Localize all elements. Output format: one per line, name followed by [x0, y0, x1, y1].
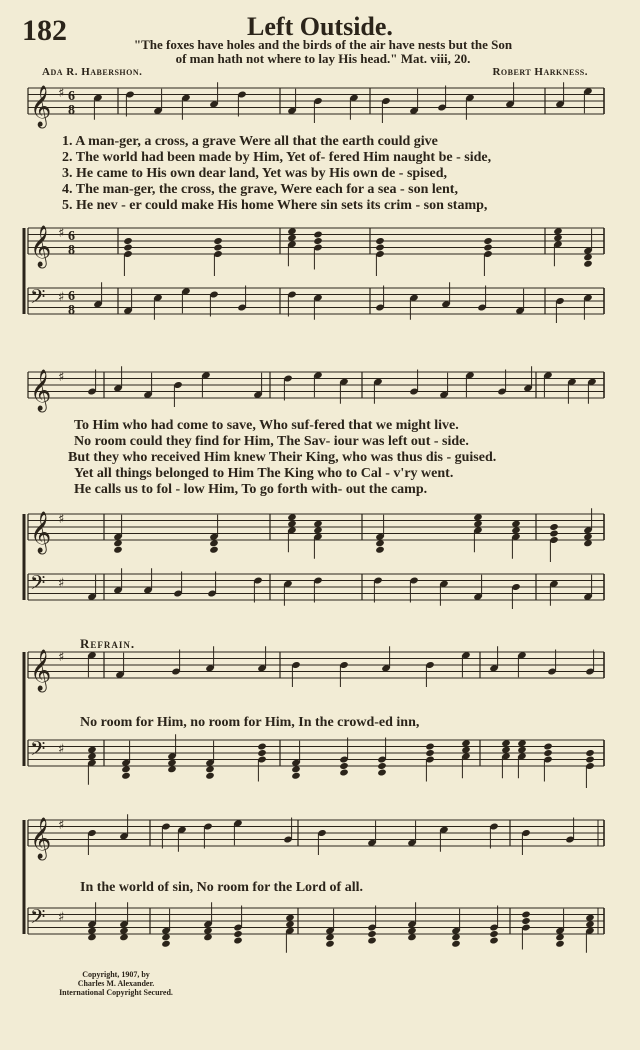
lyric-line-verse2: 2. The world had been made by Him, Yet of- fered Him naught be - side,: [62, 150, 492, 165]
notehead: [377, 762, 387, 770]
time-signature-denominator: 8: [68, 243, 75, 258]
copyright-line: Copyright, 1907, by: [82, 970, 150, 979]
notehead: [549, 523, 559, 531]
key-signature-sharp: ♯: [58, 512, 65, 527]
notehead: [425, 749, 435, 757]
hymn-number: 182: [22, 14, 67, 47]
notehead: [521, 917, 531, 925]
epigraph-line: of man hath not where to lay His head." Mat. viii, 20.: [175, 51, 471, 66]
key-signature-sharp: ♯: [58, 290, 65, 305]
notehead: [483, 243, 493, 251]
copyright-notice: [46, 970, 186, 997]
refrain-lyric-line: In the world of sin, No room for the Lord of all.: [80, 880, 363, 895]
treble-clef-glyph: 𝄞: [30, 818, 52, 859]
lyric-line-verse5: He calls us to fol - low Him, To go forth with- out the camp.: [74, 482, 428, 497]
refrain-label: Refrain.: [80, 636, 136, 651]
notehead: [375, 546, 385, 554]
lyric-line-verse2: No room could they find for Him, The Sav- iour was left out - side.: [74, 434, 469, 449]
notehead: [543, 749, 553, 757]
notehead: [451, 940, 461, 948]
notehead: [233, 936, 243, 944]
notehead: [585, 749, 595, 757]
notehead: [489, 930, 499, 938]
key-signature-sharp: ♯: [58, 910, 65, 925]
key-signature-sharp: ♯: [58, 226, 65, 241]
notehead: [205, 772, 215, 780]
notehead: [583, 260, 593, 268]
refrain-lyric-line: No room for Him, no room for Him, In the crowd-ed inn,: [80, 715, 420, 730]
notehead: [161, 940, 171, 948]
notehead: [367, 930, 377, 938]
treble-clef-glyph: 𝄞: [30, 86, 52, 127]
lyric-line-verse3: But they who received Him knew Their King, who was thus dis - guised.: [68, 450, 497, 465]
treble-clef-glyph: 𝄞: [30, 512, 52, 553]
notehead: [123, 243, 133, 251]
notehead: [377, 768, 387, 776]
notehead: [521, 910, 531, 918]
lyric-line-verse1: 1. A man-ger, a cross, a grave Were all that the earth could give: [62, 134, 438, 149]
key-signature-sharp: ♯: [58, 742, 65, 757]
time-signature-denominator: 8: [68, 103, 75, 118]
key-signature-sharp: ♯: [58, 650, 65, 665]
treble-clef-glyph: 𝄞: [30, 370, 52, 411]
notehead: [209, 546, 219, 554]
notehead: [233, 930, 243, 938]
lyric-line-verse4: Yet all things belonged to Him The King who to Cal - v'ry went.: [74, 466, 454, 481]
copyright-line: Charles M. Alexander.: [77, 979, 155, 988]
notehead: [113, 546, 123, 554]
notehead: [213, 243, 223, 251]
time-signature-numerator: 6: [68, 289, 75, 304]
time-signature-numerator: 6: [68, 89, 75, 104]
time-signature-denominator: 8: [68, 303, 75, 318]
notehead: [339, 768, 349, 776]
notehead: [549, 529, 559, 537]
lyric-line-verse1: To Him who had come to save, Who suf-fered that we might live.: [74, 418, 459, 433]
notehead: [489, 936, 499, 944]
notehead: [425, 742, 435, 750]
notehead: [543, 742, 553, 750]
key-signature-sharp: ♯: [58, 86, 65, 101]
notehead: [257, 749, 267, 757]
treble-clef-glyph: 𝄞: [30, 226, 52, 267]
lyric-line-verse4: 4. The man-ger, the cross, the grave, Were each for a sea - son lent,: [62, 182, 458, 197]
notehead: [555, 940, 565, 948]
bass-clef-glyph: 𝄢: [30, 737, 46, 765]
author-credit: Ada R. Habershon.: [42, 66, 143, 78]
notehead: [313, 237, 323, 245]
hymn-title: Left Outside.: [247, 12, 393, 41]
notehead: [121, 772, 131, 780]
notehead: [313, 230, 323, 238]
time-signature-numerator: 6: [68, 229, 75, 244]
copyright-line: International Copyright Secured.: [59, 988, 173, 997]
key-signature-sharp: ♯: [58, 370, 65, 385]
bass-clef-glyph: 𝄢: [30, 285, 46, 313]
notehead: [585, 755, 595, 763]
notehead: [257, 742, 267, 750]
composer-credit: Robert Harkness.: [492, 66, 588, 78]
notehead: [123, 237, 133, 245]
notehead: [375, 243, 385, 251]
notehead: [325, 940, 335, 948]
lyric-line-verse5: 5. He nev - er could make His home Where sin sets its crim - son stamp,: [62, 198, 488, 213]
notehead: [291, 772, 301, 780]
notehead: [213, 237, 223, 245]
notehead: [339, 762, 349, 770]
notehead: [483, 237, 493, 245]
key-signature-sharp: ♯: [58, 576, 65, 591]
notehead: [367, 936, 377, 944]
lyric-line-verse3: 3. He came to His own dear land, Yet was by His own de - spised,: [62, 166, 448, 181]
epigraph-line: "The foxes have holes and the birds of the air have nests but the Son: [133, 37, 513, 52]
treble-clef-glyph: 𝄞: [30, 650, 52, 691]
notehead: [375, 237, 385, 245]
bass-clef-glyph: 𝄢: [30, 905, 46, 933]
bass-clef-glyph: 𝄢: [30, 571, 46, 599]
key-signature-sharp: ♯: [58, 818, 65, 833]
